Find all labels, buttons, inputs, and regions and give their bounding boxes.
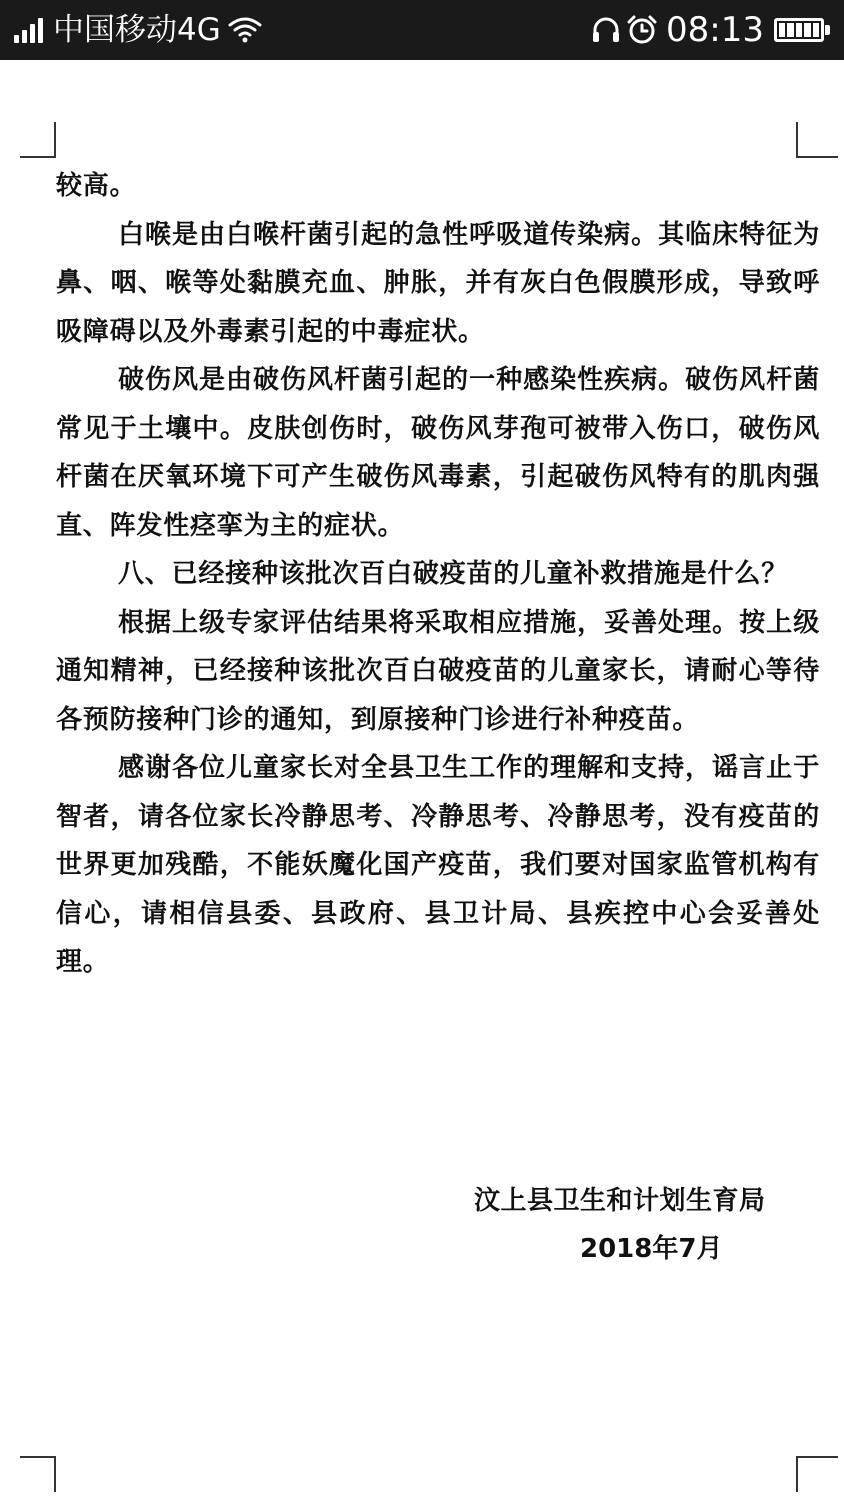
signal-icon (14, 17, 43, 43)
alarm-icon (626, 14, 658, 46)
page-corner-mark-bottom-left (20, 1456, 56, 1492)
paragraph-continuation: 较高。 (56, 171, 137, 201)
paragraph-thanks: 感谢各位儿童家长对全县卫生工作的理解和支持，谣言止于智者，请各位家长冷静思考、冷静思考、冷静思考，没有疫苗的世界更加残酷，不能妖魔化国产疫苗，我们要对国家监管机构有信心，请相信县委、县政府、县卫计局、县疾控中心会妥善处理。 (56, 753, 820, 977)
clock-time: 08:13 (666, 10, 764, 50)
page-corner-mark-top-left (20, 122, 56, 158)
wifi-icon (227, 15, 263, 45)
page-corner-mark-top-right (796, 122, 838, 158)
status-right (590, 0, 830, 60)
paragraph-tetanus: 破伤风是由破伤风杆菌引起的一种感染性疾病。破伤风杆菌常见于土壤中。皮肤创伤时，破伤风芽孢可被带入伤口，破伤风杆菌在厌氧环境下可产生破伤风毒素，引起破伤风特有的肌肉强直、阵发性痉挛为主的症状。 (56, 365, 820, 541)
signature-date: 2018年7月 (580, 1234, 723, 1264)
signature-organization: 汶上县卫生和计划生育局 (474, 1186, 766, 1216)
page-corner-mark-bottom-right (796, 1456, 838, 1492)
paragraph-diphtheria: 白喉是由白喉杆菌引起的急性呼吸道传染病。其临床特征为鼻、咽、喉等处黏膜充血、肿胀，并有灰白色假膜形成，导致呼吸障碍以及外毒素引起的中毒症状。 (56, 219, 820, 347)
headset-icon (590, 14, 622, 46)
battery-tip (825, 25, 830, 35)
battery-icon (774, 18, 824, 42)
status-bar (0, 0, 844, 60)
carrier-label: 中国移动4G (53, 12, 221, 48)
paragraph-remedy: 根据上级专家评估结果将采取相应措施，妥善处理。按上级通知精神，已经接种该批次百白破疫苗的儿童家长，请耐心等待各预防接种门诊的通知，到原接种门诊进行补种疫苗。 (56, 607, 820, 735)
section-heading-remedy: 八、已经接种该批次百白破疫苗的儿童补救措施是什么？ (118, 559, 789, 589)
status-left (14, 0, 263, 60)
document-body (56, 162, 820, 987)
